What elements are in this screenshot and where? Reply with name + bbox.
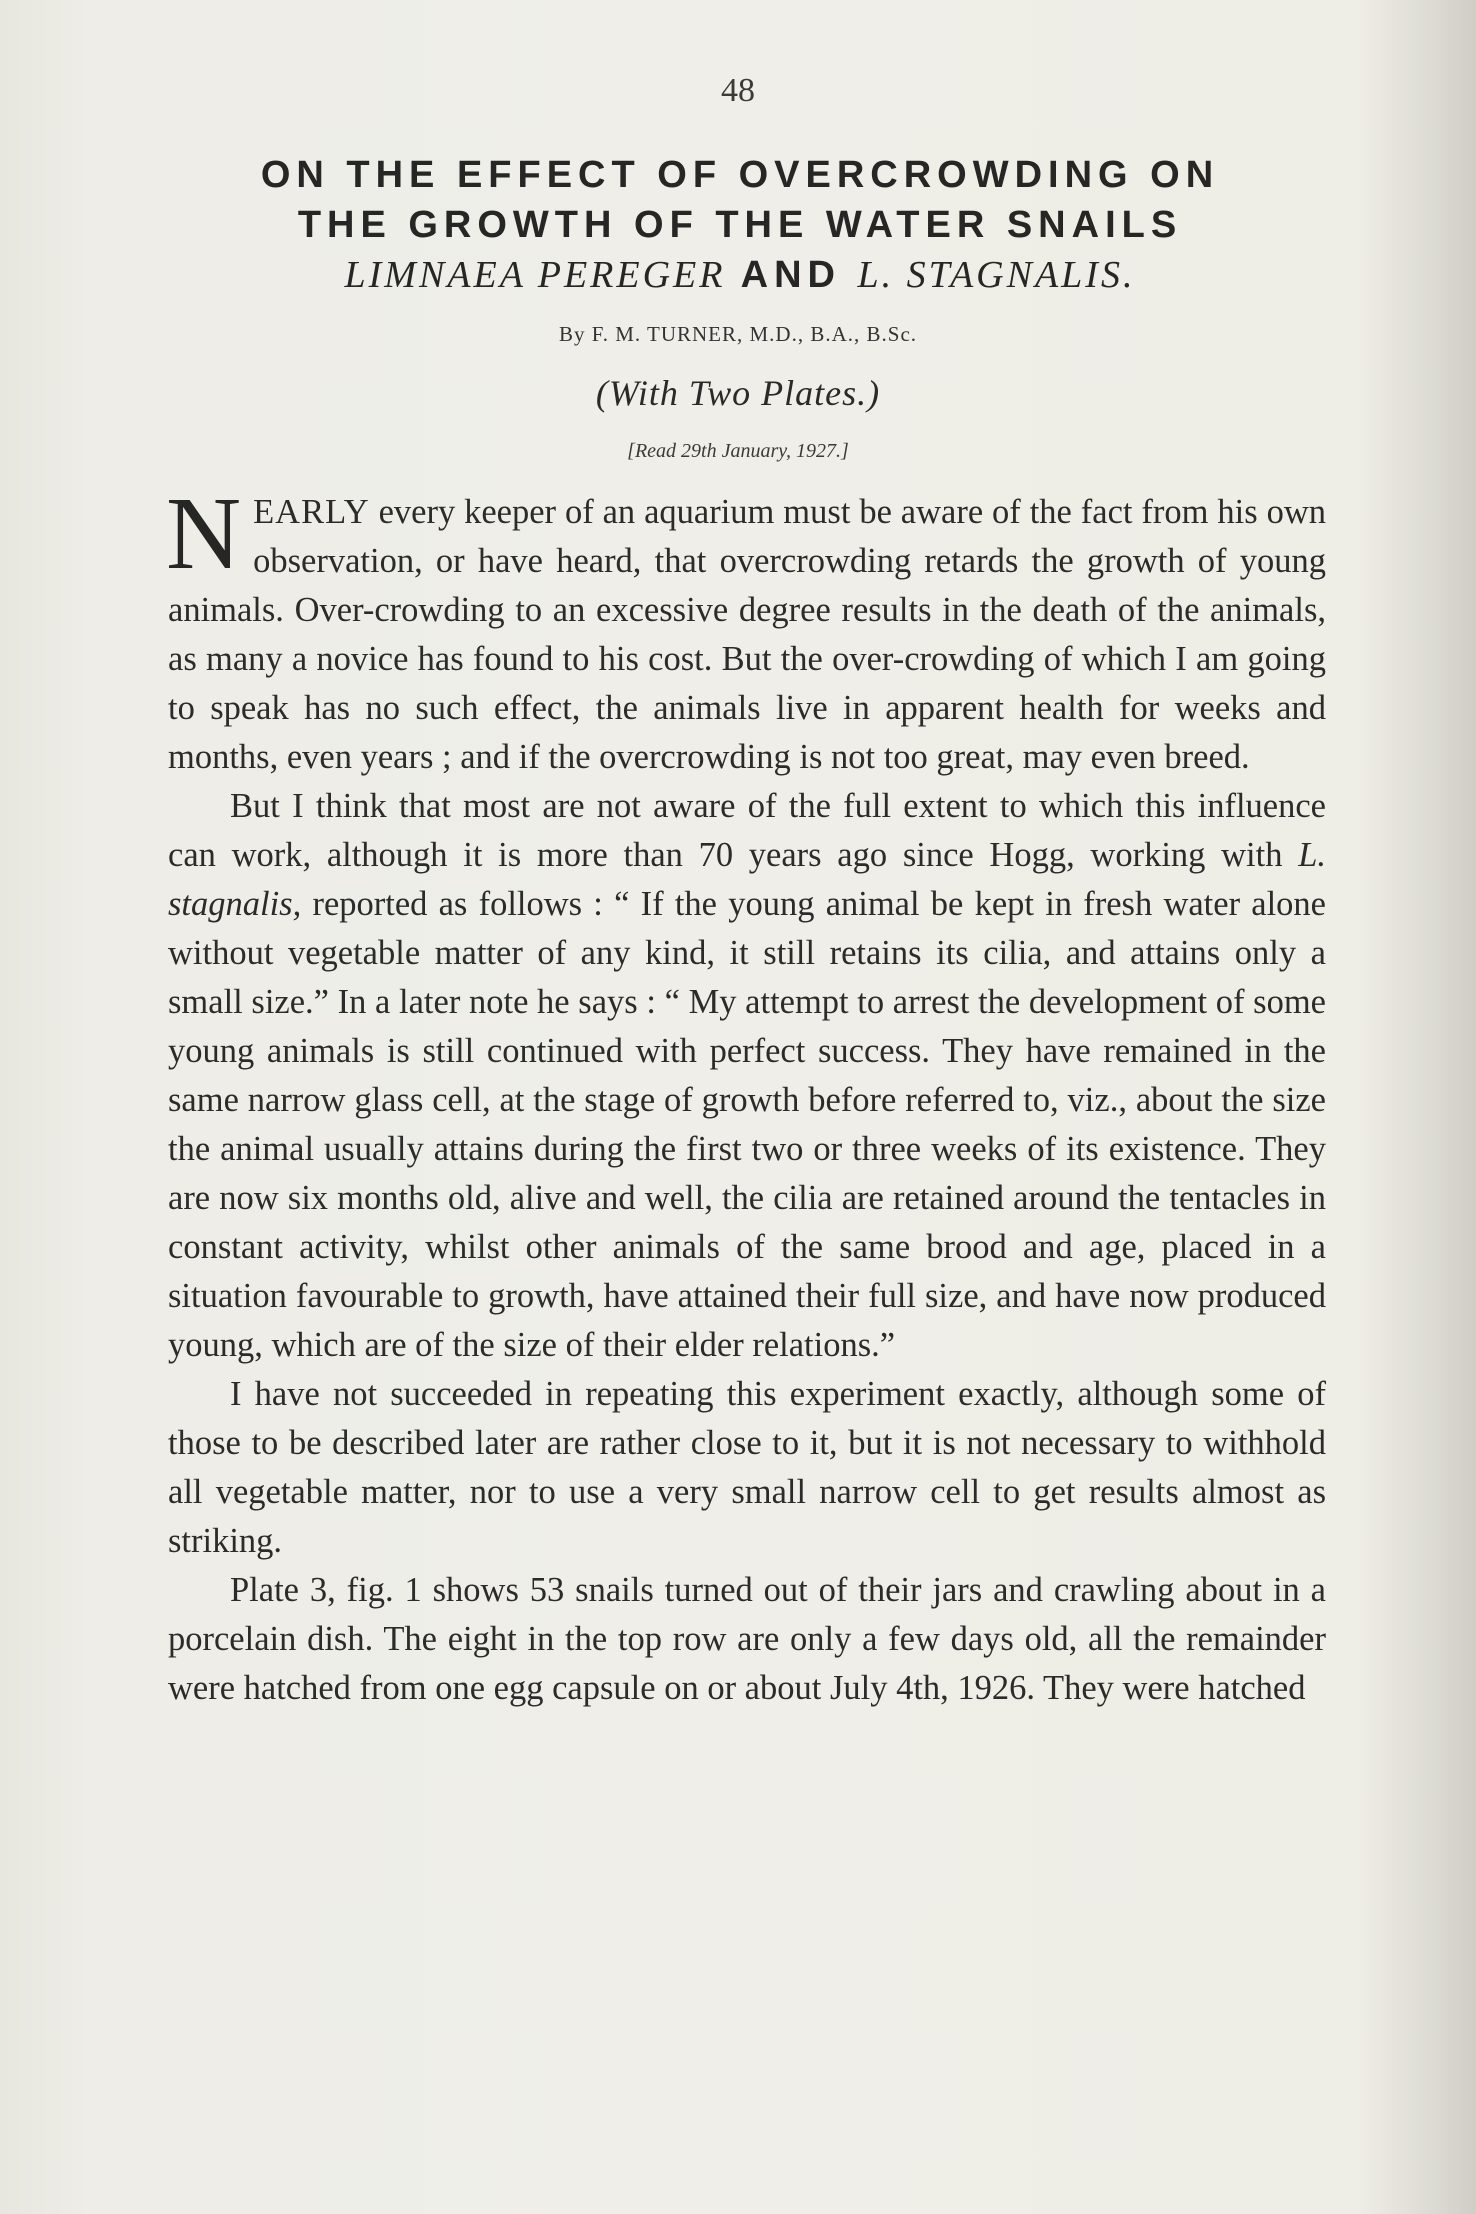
title-line-1: ON THE EFFECT OF OVERCROWDING ON [260, 154, 1220, 196]
page-number: 48 [721, 72, 755, 109]
plates-note: (With Two Plates.) [595, 373, 881, 413]
paragraph-4: Plate 3, fig. 1 shows 53 snails turned out of their jars and crawling about in a porcelain dish. The eight in the top row are only a few days old, all the remainder were hatched from one egg capsule on or about July 4th, 1926. They were hatched [168, 1571, 1326, 1707]
paragraph-2-species: L. stagnalis, [168, 836, 1326, 923]
paragraph-1-text: every keeper of an aquarium must be aware of the fact from his own observation, or have heard, that overcrowding retards the growth of young animals. Over-crowding to an excessive degree results in the death of the animals, as many a novice has found to his cost. But the over-crowding of which I am going to speak has no such effect, the animals live in apparent health for weeks and months, even years ; and if the overcrowding is not too great, may even breed. [168, 493, 1326, 776]
article-body [166, 476, 1326, 1713]
paragraph-1-lead: EARLY [253, 493, 370, 531]
paragraph-2 [168, 782, 1326, 1370]
paragraph-1 [166, 476, 1326, 782]
paragraph-2-after: reported as follows : “ If the young animal be kept in fresh water alone without vegetable matter of any kind, it still retains its cilia, and attains only a small size.” In a later note he says : “ My attempt to arrest the development of some young animals is still continued with perfect success. They have remained in the same narrow glass cell, at the stage of growth before referred to, viz., about the size the animal usually attains during the first two or three weeks of its existence. They are now six months old, alive and well, the cilia are retained around the tentacles in constant activity, whilst other animals of the same brood and age, placed in a situation favourable to growth, have attained their full size, and have now produced young, which are of the size of their elder relations.” [168, 885, 1326, 1364]
read-date: [Read 29th January, 1927.] [627, 440, 849, 462]
drop-cap: N [166, 476, 242, 591]
title-species-2: L. STAGNALIS. [857, 254, 1136, 296]
paragraph-3: I have not succeeded in repeating this experiment exactly, although some of those to be described later are rather close to it, but it is not necessary to withhold all vegetable matter, nor to use a very small narrow cell to get results almost as striking. [168, 1375, 1326, 1560]
author-byline: By F. M. TURNER, M.D., B.A., B.Sc. [558, 322, 918, 346]
title-line-3 [150, 250, 1330, 300]
title-line-2: THE GROWTH OF THE WATER SNAILS [297, 204, 1183, 246]
article-title [150, 150, 1330, 300]
paragraph-2-before: But I think that most are not aware of the full extent to which this influence can work, although it is more than 70 years ago since Hogg, working with [168, 787, 1326, 874]
title-species-1: LIMNAEA PEREGER [344, 254, 726, 296]
title-and: AND [740, 254, 841, 296]
